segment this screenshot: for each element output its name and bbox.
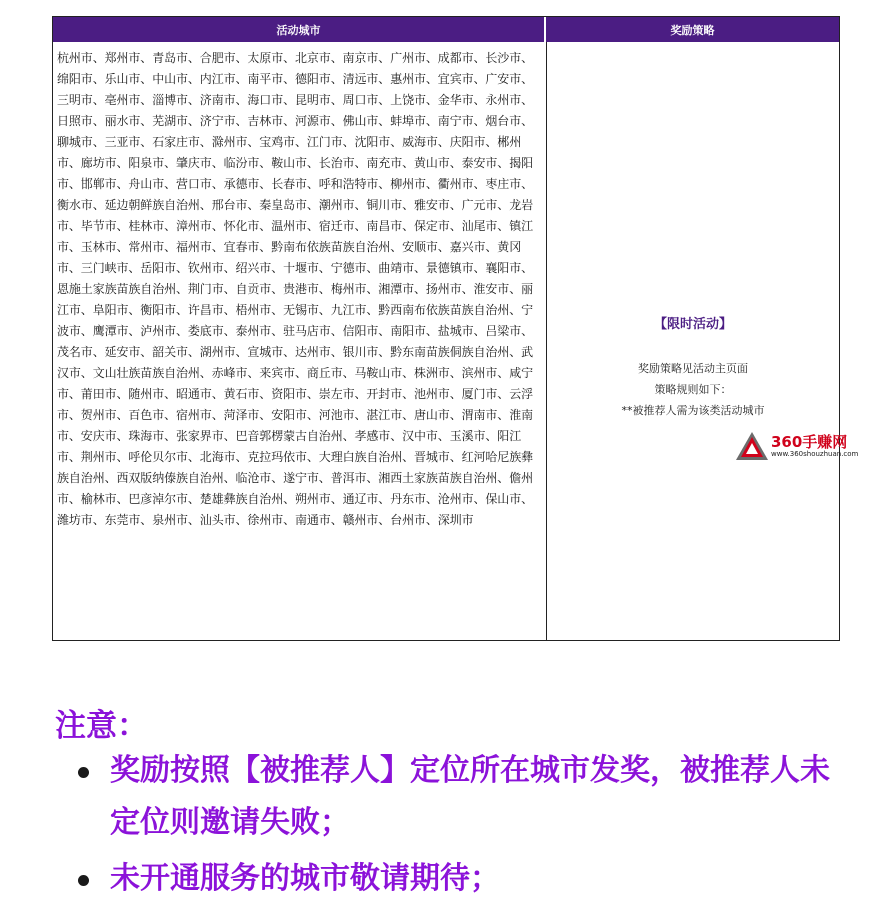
notice-list [0, 745, 887, 905]
bullet-dot-icon [78, 767, 89, 778]
notice-heading: 注意： [55, 708, 148, 744]
header-reward-strategy: 奖励策略 [670, 23, 715, 37]
watermark-text [771, 434, 858, 459]
strategy-cell [547, 42, 839, 640]
strategy-description [547, 358, 839, 421]
notice-item [0, 745, 850, 849]
strategy-line-1: 奖励策略见活动主页面 [638, 362, 748, 375]
bullet-dot-icon [78, 875, 89, 886]
strategy-line-3: **被推荐人需为该类活动城市 [621, 404, 765, 417]
activity-city-table [52, 16, 840, 641]
limited-time-tag: 【限时活动】 [653, 317, 732, 332]
notice-item [0, 853, 850, 905]
notice-item-text: 未开通服务的城市敬请期待； [110, 861, 500, 896]
strategy-line-2: 策略规则如下： [654, 383, 732, 396]
watermark-url: www.360shouzhuan.com [771, 449, 859, 458]
header-activity-cities: 活动城市 [53, 17, 546, 42]
site-watermark [735, 431, 858, 461]
table-header-row [53, 17, 839, 42]
triangle-logo-icon [735, 431, 769, 461]
notice-item-text: 奖励按照【被推荐人】定位所在城市发奖，被推荐人未定位则邀请失败； [110, 753, 830, 840]
city-list-text: 杭州市、郑州市、青岛市、合肥市、太原市、北京市、南京市、广州市、成都市、长沙市、绵阳市、乐山市、中山市、内江市、南平市、德阳市、清远市、惠州市、宜宾市、广安市、三明市、亳州市、淄博市、济南市、海口市、昆明市、周口市、上饶市、金华市、永州市、日照市、丽水市、芜湖市、济宁市、吉林市、河源市、佛山市、蚌埠市、南宁市、烟台市、聊城市、三亚市、石家庄市、滁州市、宝鸡市、江门市、沈阳市、威海市、庆阳市、郴州市、廊坊市、阳泉市、肇庆市、临汾市、鞍山市、长治市、南充市、黄山市、泰安市、揭阳市、邯郸市、舟山市、营口市、承德市、长春市、呼和浩特市、柳州市、衢州市、枣庄市、衡水市、延边朝鲜族自治州、邢台市、秦皇岛市、潮州市、铜川市、雅安市、广元市、龙岩市、毕节市、桂林市、漳州市、怀化市、温州市、宿迁市、南昌市、保定市、汕尾市、镇江市、玉林市、常州市、福州市、宜春市、黔南布依族苗族自治州、安顺市、嘉兴市、黄冈市、三门峡市、岳阳市、钦州市、绍兴市、十堰市、宁德市、曲靖市、景德镇市、襄阳市、恩施土家族苗族自治州、荆门市、自贡市、贵港市、梅州市、湘潭市、扬州市、淮安市、丽江市、阜阳市、衡阳市、许昌市、梧州市、无锡市、九江市、黔西南布依族苗族自治州、宁波市、鹰潭市、泸州市、娄底市、泰州市、驻马店市、信阳市、南阳市、盐城市、吕梁市、茂名市、延安市、韶关市、湖州市、宣城市、达州市、银川市、黔东南苗族侗族自治州、武汉市、文山壮族苗族自治州、赤峰市、来宾市、商丘市、马鞍山市、株洲市、滨州市、咸宁市、莆田市、随州市、昭通市、黄石市、资阳市、崇左市、开封市、池州市、厦门市、云浮市、贺州市、百色市、宿州市、菏泽市、安阳市、河池市、湛江市、唐山市、渭南市、淮南市、安庆市、珠海市、张家界市、巴音郭楞蒙古自治州、孝感市、汉中市、玉溪市、阳江市、荆州市、呼伦贝尔市、北海市、克拉玛依市、大理白族自治州、晋城市、红河哈尼族彝族自治州、西双版纳傣族自治州、临沧市、遂宁市、普洱市、湘西土家族苗族自治州、儋州市、榆林市、巴彦淖尔市、楚雄彝族自治州、朔州市、通辽市、丹东市、沧州市、保山市、潍坊市、东莞市、泉州市、汕头市、徐州市、南通市、赣州市、台州市、深圳市 [57, 51, 534, 527]
watermark-title: 360手赚网 [771, 432, 848, 451]
